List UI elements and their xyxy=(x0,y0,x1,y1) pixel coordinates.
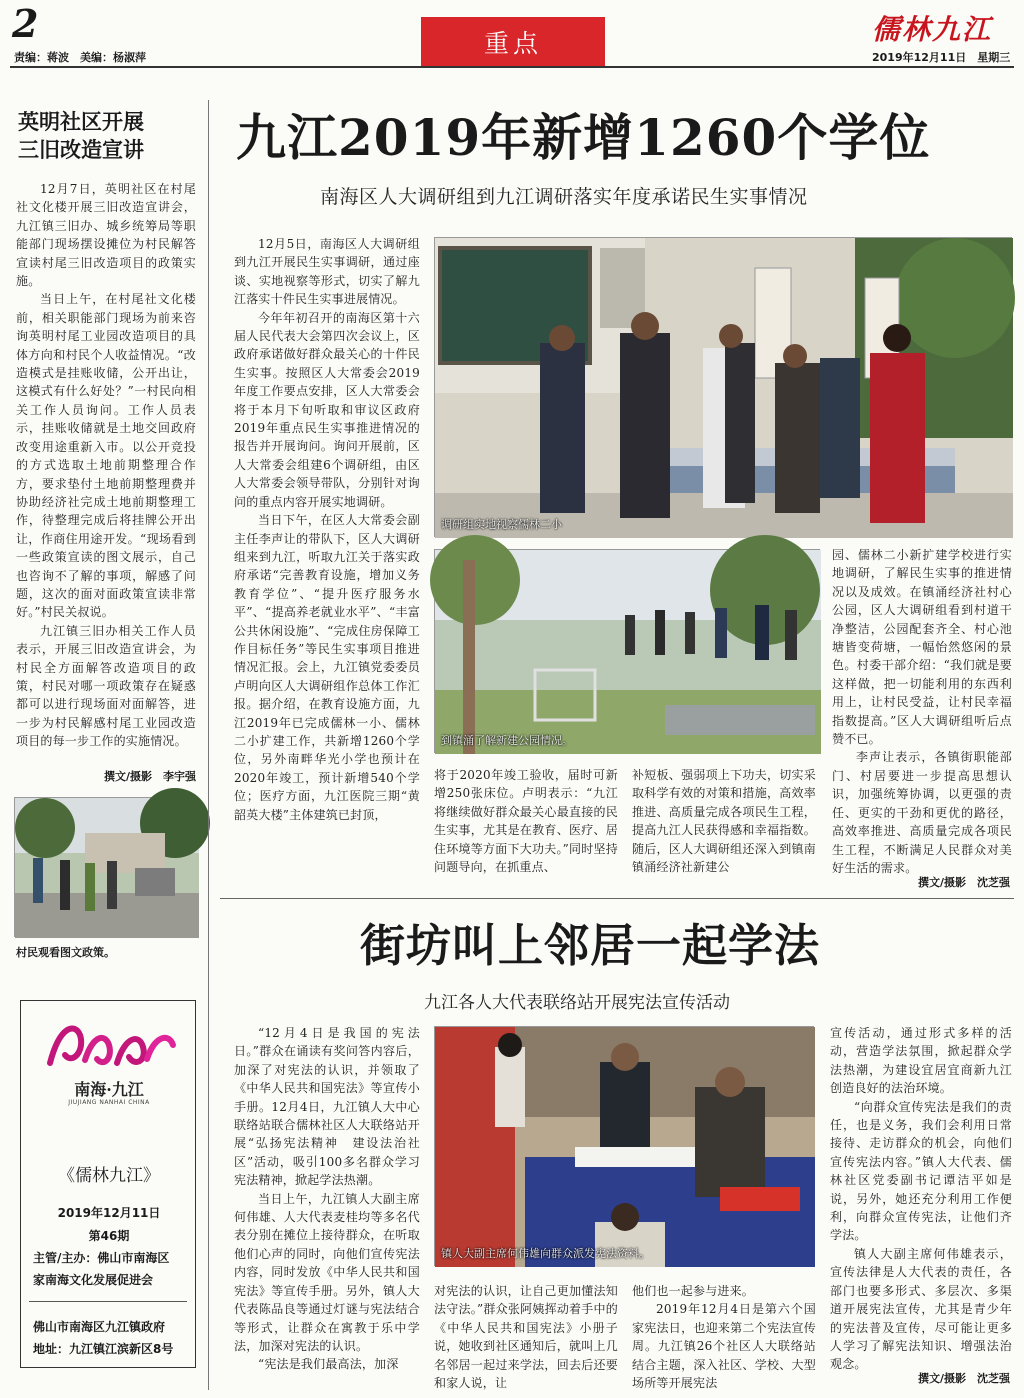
page-number: 2 xyxy=(12,1,39,46)
section-tab xyxy=(421,17,605,67)
left-story-body xyxy=(16,180,196,764)
main-col3 xyxy=(632,766,816,892)
nanhai-logo-icon xyxy=(35,1015,185,1075)
main-subheadline: 南海区人大调研组到九江调研落实年度承诺民生实事情况 xyxy=(320,186,808,208)
second-col2 xyxy=(434,1282,618,1390)
left-credit: 撰文/摄影 李宇强 xyxy=(103,770,196,783)
logo-sub: JIUJIANG NANHAI CHINA xyxy=(68,1099,150,1106)
main-col3-text: 补短板、强弱项上下功夫，切实采取科学有效的对策和措施，高效率推进、高质量完成各项民生工程，提高九江人民获得感和幸福指数。随后，区人大调研组还深入到镇南镇涌经济社新建公 xyxy=(632,768,816,875)
info-date: 2019年12月11日 xyxy=(57,1206,161,1220)
main-col4 xyxy=(832,546,1012,875)
header-rule xyxy=(10,66,1014,68)
second-credit: 撰文/摄影 沈芝强 xyxy=(917,1372,1010,1385)
main-col2 xyxy=(434,766,618,892)
second-photo-image xyxy=(435,1027,815,1267)
main-photo-2-image xyxy=(435,550,821,754)
info-box xyxy=(20,1000,196,1368)
main-credit: 撰文/摄影 沈芝强 xyxy=(917,876,1010,889)
left-photo-caption: 村民观看图文政策。 xyxy=(16,946,115,959)
main-photo-2-caption: 到镇涌了解新建公园情况。 xyxy=(441,734,573,747)
date-line: 2019年12月11日 星期三 xyxy=(872,51,1011,64)
info-issue: 第46期 xyxy=(88,1229,130,1243)
second-photo-caption: 镇人大副主席何伟雄向群众派发宪法资料。 xyxy=(441,1247,650,1260)
second-col1 xyxy=(234,1024,420,1390)
section-label: 重点 xyxy=(483,29,542,58)
left-headline xyxy=(18,108,198,164)
second-headline: 街坊叫上邻居一起学法 xyxy=(360,919,821,972)
info-publisher-2: 家南海文化发展促进会 xyxy=(33,1273,154,1287)
column-separator xyxy=(208,100,209,1390)
main-col1 xyxy=(234,235,420,890)
second-col4 xyxy=(830,1024,1012,1372)
main-col2-text: 将于2020年竣工验收，届时可新增250张床位。卢明表示：“九江将继续做好群众最关心最直接的民生实事，尤其是在教育、医疗、居住环境等方面下大功夫。”同时坚持问题导向，在抓重点、 xyxy=(434,768,618,875)
info-divider xyxy=(29,1301,187,1302)
editors-line: 责编：蒋波 美编：杨淑萍 xyxy=(14,51,146,64)
main-photo-2 xyxy=(434,549,820,753)
story-divider xyxy=(220,898,1014,899)
main-col1-paragraph-1: 12月5日，南海区人大调研组到九江开展民生实事调研，通过座谈、实地视察等形式，切实了解九江落实十件民生实事进展情况。 xyxy=(234,237,420,307)
left-photo-image xyxy=(15,798,199,938)
second-subheadline: 九江各人大代表联络站开展宪法宣传活动 xyxy=(424,993,730,1013)
info-gov: 佛山市南海区九江镇政府 xyxy=(33,1320,166,1334)
logo-mark xyxy=(35,1015,185,1075)
second-col4-paragraph-3: 镇人大副主席何伟雄表示，宣传法律是人大代表的责任，各部门也要多形式、多层次、多渠道开展宪法宣传，尤其是青少年的宪法普及宣传，尽可能让更多人学习了解宪法知识、增强法治观念。 xyxy=(830,1246,1012,1372)
paper-name: 《儒林九江》 xyxy=(58,1166,160,1186)
second-col3-paragraph-1: 他们也一起参与进来。 xyxy=(632,1284,755,1298)
second-col4-paragraph-2: “向群众宣传宪法是我们的责任，也是义务，我们会利用日常接待、走访群众的机会，向他们宣传宪法内容。”镇人大代表、儒林社区党委副书记谭洁平如是说，另外，她还充分利用工作便利，向群众宣传宪法，让他们齐学法。 xyxy=(830,1099,1012,1243)
left-paragraph-2: 当日上午，在村尾社文化楼前，相关职能部门现场为前来咨询英明村尾工业园改造项目的具体方向和村民个人收益情况。“改造模式是挂账收储，公开出让，这模式有什么好处？”一村民向相关工作人员询问。工作人员表示，挂账收储就是土地交回政府改变用途重新入市。以公开竞投的方式选取土地前期整理合作方，要求垫付土地前期整理费并协助经济社完成土地前期整理工作，待整理完成后将挂牌公开出让，作商住用途开发。“现场看到一些政策宣读的图文展示，自己也咨询不了解的事项，解感了问题，这次的面对面政策宣读非常好。”村民关叔说。 xyxy=(16,292,196,620)
main-col4-paragraph-2: 李声让表示，各镇街职能部门、村居要进一步提高思想认识，加强统筹协调，以更强的责任、更实的干劲和更优的路径，高效率推进、高质量完成各项民生工程，不断满足人民群众对美好生活的需求。 xyxy=(832,750,1012,875)
left-paragraph-1: 12月7日，英明社区在村尾社文化楼开展三旧改造宣讲会，九江镇三旧办、城乡统筹局等职能部门现场摆设摊位为村民解答宣读村尾三旧改造项目的政策实施。 xyxy=(16,182,196,289)
second-col1-paragraph-3: “宪法是我们最高法，加深 xyxy=(258,1357,399,1372)
main-photo-1-caption: 调研组实地视察儒林二小 xyxy=(441,518,562,531)
masthead: 儒林九江 xyxy=(872,13,993,46)
second-col2-text: 对宪法的认识，让自己更加懂法知法守法。”群众张阿姨挥动着手中的《中华人民共和国宪法》小册子说，她收到社区通知后，就叫上几名邻居一起过来学法，回去后还要和家人说，让 xyxy=(434,1284,618,1391)
info-publisher-1: 主管/主办：佛山市南海区 xyxy=(33,1251,170,1265)
second-col1-paragraph-1: “12月4日是我国的宪法日。”群众在诵读有奖问答内容后，加深了对宪法的认识，并领取了《中华人民共和国宪法》等宣传小手册。12月4日，九江镇人大中心联络站联合儒林社区人大联络站开展“弘扬宪法精神 建设法治社区”活动，吸引100多名群众学习宪法精神，掀起学法热潮。 xyxy=(234,1026,420,1188)
left-headline-line2: 三旧改造宣讲 xyxy=(18,138,144,162)
left-headline-line1: 英明社区开展 xyxy=(18,110,144,134)
main-headline: 九江2019年新增1260个学位 xyxy=(236,108,931,167)
main-col1-paragraph-3: 当日下午，在区人大常委会副主任李声让的带队下，区人大调研组来到九江，听取九江关于落实政府承诺“完善教育设施，增加义务教育学位”、“提升医疗服务水平”、“提高养老就业水平”、“丰富公共休闲设施”、“完成住房保障工作目标任务”等民生实事项目推进情况汇报。会上，九江镇党委委员卢明向区人大调研组作总体工作汇报。据介绍，在教育设施方面，九江2019年已完成儒林一小、儒林二小扩建工作，共新增1260个学位，另外南畔华光小学也预计在2020年竣工，预计新增540个学位；医疗方面，九江医院三期“黄韶英大楼”主体建筑已封顶， xyxy=(234,513,420,822)
left-photo xyxy=(14,797,198,937)
info-address: 地址：九江镇江滨新区8号 xyxy=(33,1342,174,1356)
second-col3 xyxy=(632,1282,816,1390)
second-col3-paragraph-2: 2019年12月4日是第六个国家宪法日，也迎来第二个宪法宣传周。九江镇26个社区人大联络站结合主题，深入社区、学校、大型场所等开展宪法 xyxy=(632,1302,816,1391)
second-col1-paragraph-2: 当日上午，九江镇人大副主席何伟雄、人大代表麦桂均等多名代表分别在摊位上接待群众，在听取他们心声的同时，向他们宣传宪法内容，同时发放《中华人民共和国宪法》等宣传手册。另外，镇人大代表陈品良等通过灯谜与宪法结合等形式，让群众在寓教于乐中学法，加深对宪法的认识。 xyxy=(234,1191,420,1353)
second-col4-paragraph-1: 宣传活动，通过形式多样的活动，营造学法氛围，掀起群众学法热潮，为建设宜居宜商新九江创造良好的法治环境。 xyxy=(830,1026,1012,1096)
main-photo-1 xyxy=(434,237,1012,537)
main-photo-1-image xyxy=(435,238,1013,538)
logo-brand: 南海·九江 xyxy=(74,1080,144,1099)
main-col1-paragraph-2: 今年年初召开的南海区第十六届人民代表大会第四次会议上，区政府承诺做好群众最关心的十件民生实事。按照区人大常委会2019年度工作要点安排，区人大常委会将于本月下旬听取和审议区政府2019年重点民生实事推进情况的报告并开展询问。询问开展前，区人大常委会组建6个调研组，由区人大常委会领导带队，分别针对询问的重点内容开展实地调研。 xyxy=(234,310,420,509)
left-paragraph-3: 九江镇三旧办相关工作人员表示，开展三旧改造宣讲会，为村民全方面解答改造项目的政策，村民对哪一项政策存在疑惑都可以进行现场面对面解答，进一步为村民解感村尾工业园改造项目的每一步工作的实施情况。 xyxy=(16,623,196,749)
second-photo xyxy=(434,1026,814,1266)
main-col4-paragraph-1: 园、儒林二小新扩建学校进行实地调研，了解民生实事的推进情况以及成效。在镇涌经济社村心公园，区人大调研组看到村道干净整洁，公园配套齐全、村心池塘皆变荷塘，一幅怡然悠闲的景色。村委干部介绍：“我们就是要这样做，把一切能利用的东西利用上，让村民受益，让村民幸福指数提高。”区人大调研组听后点赞不已。 xyxy=(832,548,1012,747)
